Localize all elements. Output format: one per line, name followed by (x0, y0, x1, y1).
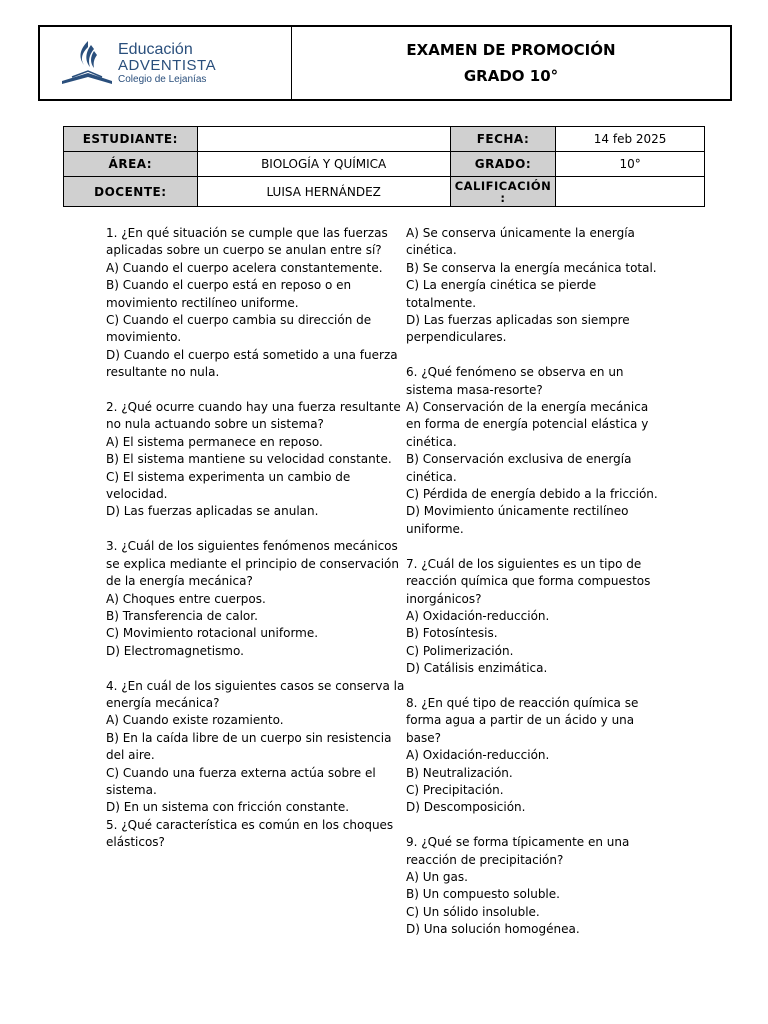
option-c: C) Pérdida de energía debido a la fricción. (406, 487, 658, 502)
info-row-docente (64, 177, 705, 207)
student-info-table (63, 126, 705, 207)
question-3 (106, 538, 406, 660)
question-7 (406, 556, 666, 678)
question-9 (406, 834, 666, 938)
adventist-flame-bible-icon (58, 37, 116, 89)
question-6 (406, 364, 666, 538)
option-d: D) Electromagnetismo. (106, 643, 244, 658)
option-a: A) El sistema permanece en reposo. (106, 434, 323, 449)
question-stem: 1. ¿En qué situación se cumple que las fuerzas aplicadas sobre un cuerpo se anulan entre sí? (106, 226, 388, 258)
option-c: C) La energía cinética se pierde totalmente. (406, 278, 597, 310)
question-stem: 8. ¿En qué tipo de reacción química se forma agua a partir de un ácido y una base? (406, 695, 639, 745)
exam-title-line-1: EXAMEN DE PROMOCIÓN (406, 41, 616, 59)
option-a: A) Se conserva únicamente la energía cinética. (406, 226, 635, 258)
option-c: C) Cuando el cuerpo cambia su dirección de movimiento. (106, 313, 372, 345)
option-a: A) Cuando el cuerpo acelera constantemente. (106, 260, 383, 275)
option-c: C) El sistema experimenta un cambio de velocidad. (106, 469, 351, 502)
calificacion-label (450, 177, 556, 207)
option-a: A) Oxidación-reducción. (406, 608, 550, 623)
option-a: A) Choques entre cuerpos. (106, 591, 266, 606)
option-b: B) Un compuesto soluble. (406, 887, 560, 902)
option-d: D) Una solución homogénea. (406, 922, 580, 937)
logo-line-2: ADVENTISTA (118, 56, 217, 74)
question-stem: 9. ¿Qué se forma típicamente en una reacción de precipitación? (406, 835, 630, 867)
option-d: D) Las fuerzas aplicadas se anulan. (106, 504, 319, 519)
exam-title-line-2: GRADO 10° (463, 67, 559, 85)
exam-header (38, 25, 732, 101)
estudiante-label: ESTUDIANTE: (64, 127, 198, 152)
option-b: B) Conservación exclusiva de energía cinética. (406, 452, 632, 484)
option-b: B) El sistema mantiene su velocidad constante. (106, 452, 392, 467)
info-row-estudiante (64, 127, 705, 152)
option-b: B) Transferencia de calor. (106, 608, 258, 623)
question-5-options (406, 225, 666, 347)
estudiante-field[interactable] (197, 127, 450, 152)
option-a: A) Cuando existe rozamiento. (106, 713, 284, 728)
area-label: ÁREA: (64, 152, 198, 177)
question-stem: 6. ¿Qué fenómeno se observa en un sistema masa-resorte? (406, 365, 624, 397)
question-1 (106, 225, 406, 382)
question-4 (106, 678, 406, 817)
option-c: C) Precipitación. (406, 782, 504, 797)
question-stem: 7. ¿Cuál de los siguientes es un tipo de reacción química que forma compuestos inorgánicos? (406, 556, 651, 606)
questions-column-right (406, 225, 666, 956)
question-stem: 3. ¿Cuál de los siguientes fenómenos mecánicos se explica mediante el principio de conservación de la energía mecánica? (106, 539, 399, 589)
question-stem: 5. ¿Qué característica es común en los choques elásticos? (106, 817, 394, 850)
question-5 (106, 817, 406, 852)
option-a: A) Oxidación-reducción. (406, 748, 550, 763)
option-a: A) Conservación de la energía mecánica en forma de energía potencial elástica y cinética. (406, 400, 649, 449)
option-b: B) Se conserva la energía mecánica total. (406, 260, 657, 275)
option-b: B) Fotosíntesis. (406, 626, 498, 641)
calificacion-label-line-2: : (500, 190, 506, 205)
option-c: C) Cuando una fuerza externa actúa sobre el sistema. (106, 765, 376, 797)
option-d: D) Movimiento únicamente rectilíneo uniforme. (406, 504, 629, 536)
option-c: C) Un sólido insoluble. (406, 904, 540, 919)
question-stem: 4. ¿En cuál de los siguientes casos se conserva la energía mecánica? (106, 678, 405, 710)
docente-label: DOCENTE: (64, 177, 198, 207)
logo-text (118, 42, 216, 85)
grado-label: GRADO: (450, 152, 556, 177)
option-b: B) Cuando el cuerpo está en reposo o en movimiento rectilíneo uniforme. (106, 278, 352, 310)
fecha-label: FECHA: (450, 127, 556, 152)
info-row-area (64, 152, 705, 177)
option-a: A) Un gas. (406, 869, 468, 884)
docente-value: LUISA HERNÁNDEZ (197, 177, 450, 207)
option-d: D) En un sistema con fricción constante. (106, 800, 350, 815)
school-logo (40, 27, 292, 99)
option-c: C) Polimerización. (406, 643, 514, 658)
questions-area (106, 225, 666, 956)
logo-line-3: Colegio de Lejanías (118, 73, 207, 85)
option-b: B) Neutralización. (406, 765, 513, 780)
question-8 (406, 695, 666, 817)
logo-line-1: Educación (118, 40, 193, 58)
questions-column-left (106, 225, 406, 956)
option-d: D) Cuando el cuerpo está sometido a una fuerza resultante no nula. (106, 347, 398, 380)
option-c: C) Movimiento rotacional uniforme. (106, 626, 319, 641)
option-d: D) Catálisis enzimática. (406, 661, 548, 676)
calificacion-label-line-1: CALIFICACIÓN (454, 178, 552, 193)
exam-title (292, 27, 730, 99)
area-value: BIOLOGÍA Y QUÍMICA (197, 152, 450, 177)
option-d: D) Las fuerzas aplicadas son siempre perpendiculares. (406, 313, 630, 345)
option-d: D) Descomposición. (406, 800, 526, 815)
calificacion-field[interactable] (556, 177, 705, 207)
question-2 (106, 399, 406, 521)
fecha-value: 14 feb 2025 (556, 127, 705, 152)
option-b: B) En la caída libre de un cuerpo sin resistencia del aire. (106, 730, 392, 763)
question-stem: 2. ¿Qué ocurre cuando hay una fuerza resultante no nula actuando sobre un sistema? (106, 400, 401, 432)
grado-value: 10° (556, 152, 705, 177)
